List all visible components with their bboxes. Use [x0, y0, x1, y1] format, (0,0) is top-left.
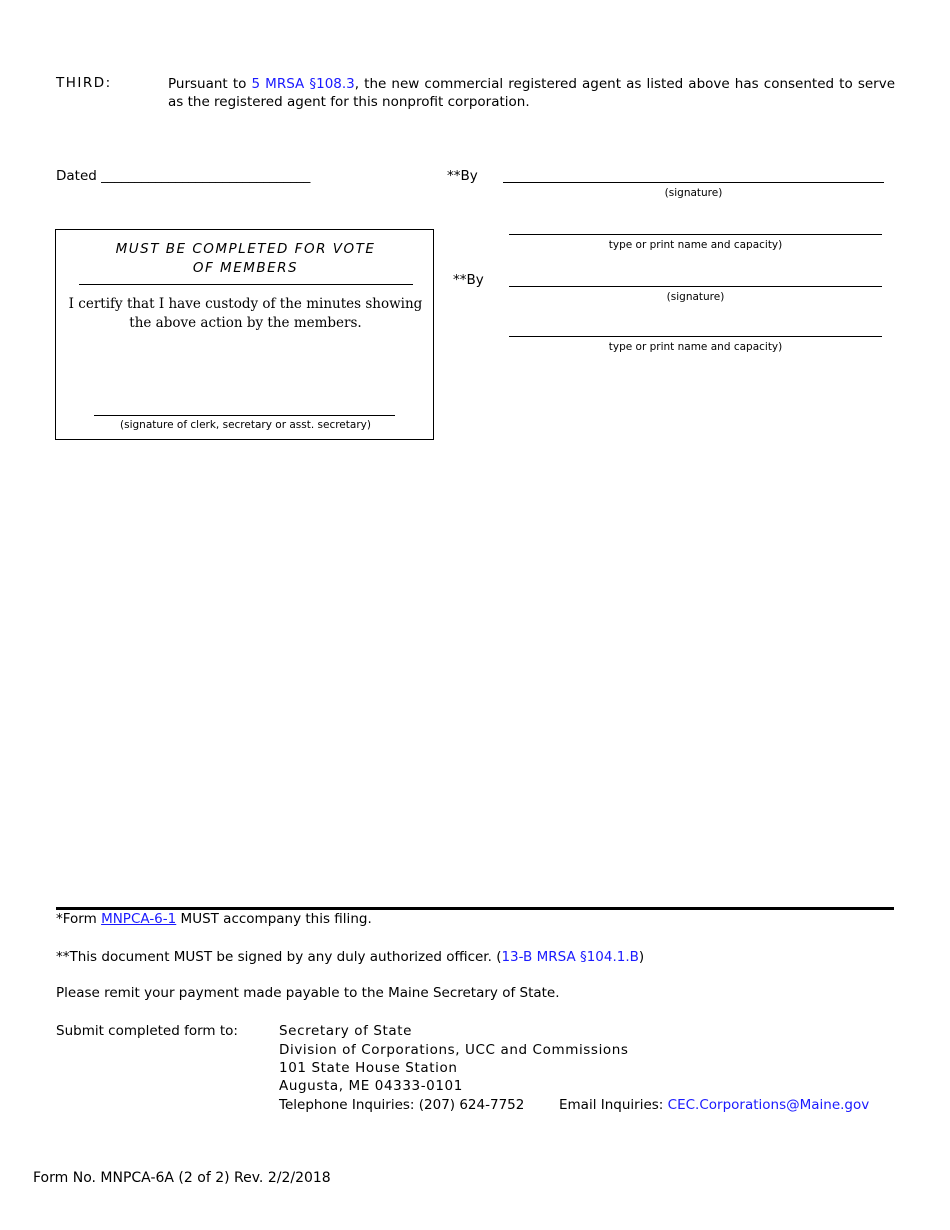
email-link[interactable]: CEC.Corporations@Maine.gov	[667, 1097, 870, 1113]
third-label: THIRD:	[56, 75, 112, 91]
form-number: Form No. MNPCA-6A (2 of 2) Rev. 2/2/2018	[33, 1170, 331, 1186]
dated-label: Dated	[56, 168, 97, 184]
dated-blank[interactable]: _______________________________	[101, 168, 311, 184]
footer-divider	[56, 907, 894, 910]
signature-caption-2: (signature)	[666, 291, 725, 303]
note2-text: **This document MUST be signed by any duly authorized officer. (	[56, 949, 502, 965]
address-line-4: Augusta, ME 04333-0101	[279, 1078, 463, 1094]
third-paragraph	[168, 75, 895, 111]
note1-prefix: *Form	[56, 911, 102, 927]
certify-line-1: I certify that I have custody of the minutes showing	[68, 296, 423, 312]
clerk-signature-line[interactable]	[94, 415, 395, 416]
third-text-after: , the new commercial registered agent as listed above has consented to serve as the registered agent for this nonprofit corporation.	[168, 76, 896, 110]
signature-line-1[interactable]	[503, 182, 884, 183]
by-label-2: **By	[453, 272, 484, 288]
name-line-1[interactable]	[509, 234, 882, 235]
box-title-line-1: MUST BE COMPLETED FOR VOTE	[115, 241, 376, 257]
certify-line-2: the above action by the members.	[129, 315, 362, 331]
statute-link-104-1-b[interactable]: 13-B MRSA §104.1.B	[501, 949, 639, 965]
by-label-1: **By	[447, 168, 478, 184]
signature-line-2[interactable]	[509, 286, 882, 287]
remit-instruction: Please remit your payment made payable to the Maine Secretary of State.	[56, 985, 560, 1001]
members-vote-box	[55, 229, 434, 440]
third-text-before: Pursuant to	[168, 76, 252, 92]
name-line-2[interactable]	[509, 336, 882, 337]
footnote-form-requirement	[56, 911, 372, 927]
address-line-2: Division of Corporations, UCC and Commissions	[279, 1042, 629, 1058]
email-label: Email Inquiries:	[559, 1097, 664, 1113]
dated-field	[56, 168, 310, 184]
box-title-line-2: OF MEMBERS	[192, 260, 299, 276]
note2-close: )	[638, 949, 645, 965]
statute-link-108-3[interactable]: 5 MRSA §108.3	[251, 76, 355, 92]
address-line-1: Secretary of State	[279, 1023, 413, 1039]
name-caption-1: type or print name and capacity)	[608, 239, 783, 251]
email-inquiries	[559, 1097, 869, 1113]
address-line-3: 101 State House Station	[279, 1060, 458, 1076]
clerk-signature-caption: (signature of clerk, secretary or asst. secretary)	[120, 419, 371, 431]
form-mnpca-6-1-link[interactable]: MNPCA-6-1	[101, 911, 177, 927]
box-title-rule	[79, 284, 413, 285]
name-caption-2: type or print name and capacity)	[608, 341, 783, 353]
note1-suffix: MUST accompany this filing.	[176, 911, 372, 927]
footnote-signature-requirement	[56, 949, 644, 965]
signature-caption-1: (signature)	[664, 187, 723, 199]
submit-label: Submit completed form to:	[56, 1023, 238, 1039]
telephone-inquiries: Telephone Inquiries: (207) 624-7752	[279, 1097, 525, 1113]
